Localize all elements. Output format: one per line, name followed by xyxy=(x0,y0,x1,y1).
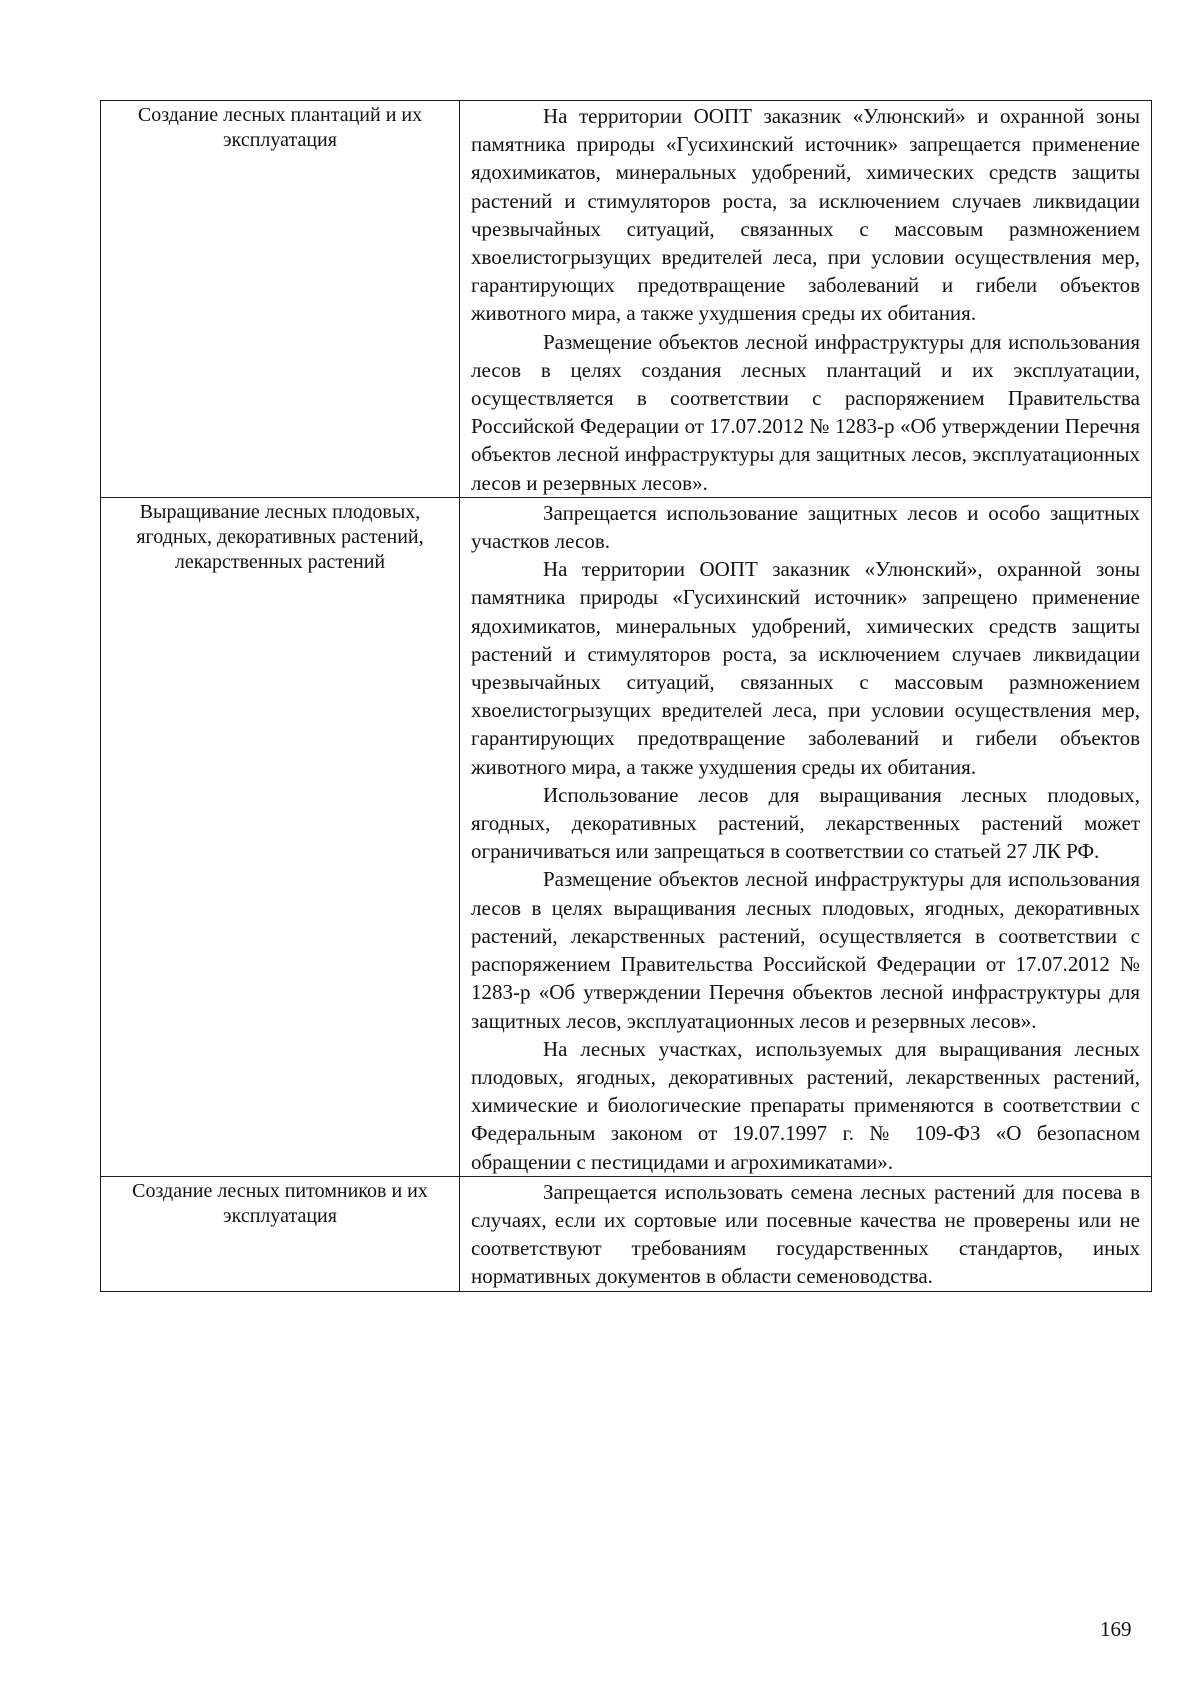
activity-cell xyxy=(101,1176,460,1291)
activity-cell xyxy=(101,497,460,1176)
activity-label: Выращивание лесных плодовых, ягодных, декоративных растений, лекарственных растений xyxy=(136,500,424,573)
table-row xyxy=(101,1176,1152,1291)
requirement-paragraph: Использование лесов для выращивания лесных плодовых, ягодных, декоративных растений, лекарственных растений может ограничиваться или запрещаться в соответствии со статьей 27 ЛК РФ. xyxy=(471,782,1140,864)
requirement-paragraph: На территории ООПТ заказник «Улюнский» и охранной зоны памятника природы «Гусихинский источник» запрещается применение ядохимикатов, минеральных удобрений, химических средств защиты растений и стимуляторов роста, за исключением случаев ликвидации чрезвычайных ситуаций, связанных с массовым размножением хвоелистогрызущих вредителей леса, при условии осуществления мер, гарантирующих предотвращение заболеваний и гибели объектов животного мира, а также ухудшения среды их обитания. xyxy=(471,104,1140,326)
activity-cell xyxy=(101,101,460,498)
requirements-cell xyxy=(460,497,1152,1176)
table-row xyxy=(101,497,1152,1176)
activity-label: Создание лесных плантаций и их эксплуатация xyxy=(137,104,423,151)
requirement-paragraph: Размещение объектов лесной инфраструктуры для использования лесов в целях выращивания лесных плодовых, ягодных, декоративных растений, лекарственных растений, осуществляется в соответствии с распоряжением Правительства Российской Федерации от 17.07.2012 № 1283-р «Об утверждении Перечня объектов лесной инфраструктуры для защитных лесов, эксплуатационных лесов и резервных лесов». xyxy=(471,867,1140,1033)
requirements-cell xyxy=(460,101,1152,498)
requirement-paragraph: На лесных участках, используемых для выращивания лесных плодовых, ягодных, декоративных растений, лекарственных растений, химические и биологические препараты применяются в соответствии с Федеральным законом от 19.07.1997 г. № 109-ФЗ «О безопасном обращении с пестицидами и агрохимикатами». xyxy=(471,1036,1140,1174)
requirement-paragraph: Размещение объектов лесной инфраструктуры для использования лесов в целях создания лесных плантаций и их эксплуатации, осуществляется в соответствии с распоряжением Правительства Российской Федерации от 17.07.2012 № 1283-р «Об утверждении Перечня объектов лесной инфраструктуры для защитных лесов, эксплуатационных лесов и резервных лесов». xyxy=(471,329,1140,495)
regulations-table xyxy=(100,100,1152,1292)
table-row xyxy=(101,101,1152,498)
activity-label: Создание лесных питомников и их эксплуатация xyxy=(132,1179,428,1227)
requirement-paragraph: На территории ООПТ заказник «Улюнский», охранной зоны памятника природы «Гусихинский источник» запрещено применение ядохимикатов, минеральных удобрений, химических средств защиты растений и стимуляторов роста, за исключением случаев ликвидации чрезвычайных ситуаций, связанных с массовым размножением хвоелистогрызущих вредителей леса, при условии осуществления мер, гарантирующих предотвращение заболеваний и гибели объектов животного мира, а также ухудшения среды их обитания. xyxy=(471,557,1140,779)
page-number: 169 xyxy=(1100,1617,1132,1641)
requirements-cell xyxy=(460,1176,1152,1291)
requirement-paragraph: Запрещается использовать семена лесных растений для посева в случаях, если их сортовые или посевные качества не проверены или не соответствуют требованиям государственных стандартов, иных нормативных документов в области семеноводства. xyxy=(471,1179,1140,1289)
requirement-paragraph: Запрещается использование защитных лесов и особо защитных участков лесов. xyxy=(471,500,1140,554)
